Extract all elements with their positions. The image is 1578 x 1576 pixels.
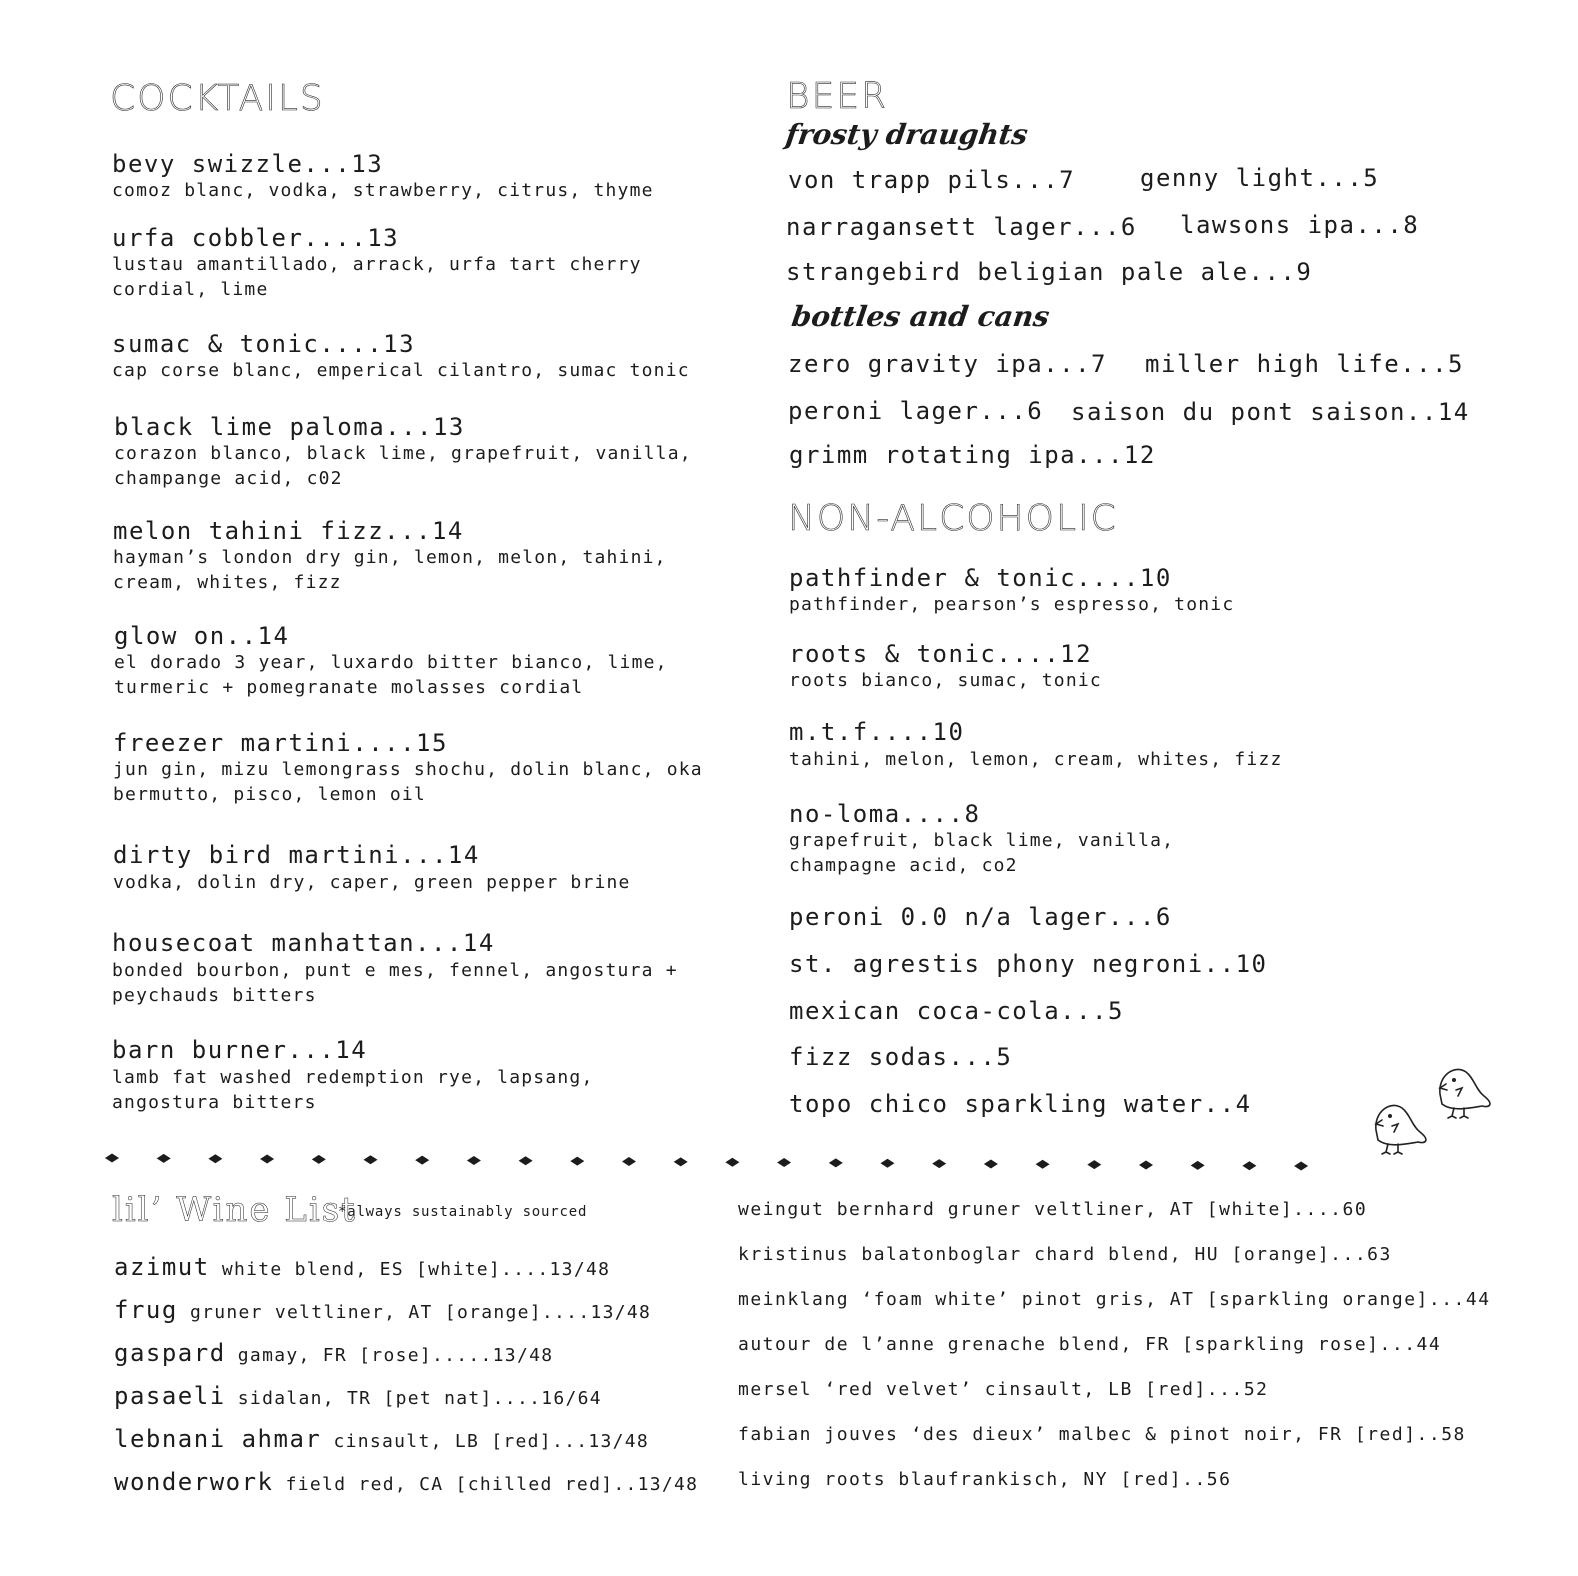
cocktail-desc: hayman’s london dry gin, lemon, melon, tahini,	[113, 547, 667, 568]
na-item: st. agrestis phony negroni..10	[789, 950, 1268, 978]
na-item: topo chico sparkling water..4	[789, 1090, 1252, 1118]
wine-item: living roots blaufrankisch, NY [red]..56	[738, 1469, 1232, 1490]
diamond-divider	[100, 1148, 1320, 1178]
wine-item: meinklang ‘foam white’ pinot gris, AT [sparkling orange]...44	[738, 1289, 1491, 1310]
wine-row	[114, 1253, 610, 1281]
divider-diamond	[105, 1154, 119, 1163]
na-desc: roots bianco, sumac, tonic	[789, 670, 1102, 691]
beer-item: peroni lager...6	[788, 397, 1044, 425]
divider-diamond	[1139, 1161, 1153, 1170]
divider-diamond	[208, 1154, 222, 1163]
cocktail-desc: cap corse blanc, emperical cilantro, sumac tonic	[112, 360, 690, 381]
divider-diamond	[467, 1156, 481, 1165]
cocktail-name: sumac & tonic....13	[112, 330, 416, 358]
cocktail-desc: jun gin, mizu lemongrass shochu, dolin blanc, oka	[113, 759, 703, 780]
wine-details: sidalan, TR [pet nat]....16/64	[237, 1388, 602, 1409]
wine-name: frug	[114, 1296, 178, 1324]
cocktail-desc: lamb fat washed redemption rye, lapsang,	[112, 1067, 594, 1088]
cocktail-name: freezer martini....15	[113, 729, 448, 757]
beer-item: miller high life...5	[1145, 350, 1464, 378]
divider-diamond	[674, 1157, 688, 1166]
divider-diamond	[1294, 1162, 1308, 1171]
divider-diamond	[984, 1159, 998, 1168]
na-name: pathfinder & tonic....10	[789, 564, 1172, 592]
wine-details: cinsault, LB [red]...13/48	[333, 1431, 650, 1452]
wine-item: kristinus balatonboglar chard blend, HU [orange]...63	[738, 1244, 1392, 1265]
cocktails-heading: COCKTAILS	[110, 78, 325, 119]
wine-item: mersel ‘red velvet’ cinsault, LB [red]...52	[738, 1379, 1269, 1400]
cocktail-name: housecoat manhattan...14	[112, 929, 495, 957]
beer-item: von trapp pils...7	[788, 166, 1076, 194]
beer-item: zero gravity ipa...7	[788, 350, 1107, 378]
cocktail-name: urfa cobbler....13	[112, 224, 400, 252]
draughts-subheading: frosty draughts	[783, 118, 1030, 151]
wine-item: fabian jouves ‘des dieux’ malbec & pinot noir, FR [red]..58	[738, 1424, 1466, 1445]
cocktail-name: black lime paloma...13	[114, 413, 465, 441]
wine-details: white blend, ES [white]....13/48	[221, 1259, 611, 1280]
wine-name: pasaeli	[114, 1382, 226, 1410]
cocktail-desc: lustau amantillado, arrack, urfa tart cherry	[112, 254, 642, 275]
cocktail-name: barn burner...14	[112, 1036, 368, 1064]
bottles-subheading: bottles and cans	[789, 300, 1052, 333]
divider-diamond	[725, 1158, 739, 1167]
wine-row	[114, 1296, 651, 1324]
na-name: m.t.f....10	[789, 718, 965, 746]
beer-heading: BEER	[786, 76, 889, 117]
divider-diamond	[415, 1156, 429, 1165]
beer-item: grimm rotating ipa...12	[789, 441, 1156, 469]
divider-diamond	[312, 1155, 326, 1164]
na-name: roots & tonic....12	[789, 640, 1093, 668]
divider-diamond	[1191, 1161, 1205, 1170]
cocktail-desc: vodka, dolin dry, caper, green pepper brine	[113, 872, 631, 893]
wine-details: gamay, FR [rose].....13/48	[237, 1345, 554, 1366]
na-desc: pathfinder, pearson’s espresso, tonic	[789, 594, 1235, 615]
cocktail-desc: angostura bitters	[112, 1092, 317, 1113]
wine-name: lebnani ahmar	[114, 1425, 322, 1453]
na-item: mexican coca-cola...5	[789, 997, 1124, 1025]
na-item: peroni 0.0 n/a lager...6	[789, 903, 1172, 931]
divider-diamond	[829, 1158, 843, 1167]
divider-diamond	[157, 1154, 171, 1163]
wine-row	[114, 1425, 649, 1453]
divider-diamond	[881, 1159, 895, 1168]
non-alcoholic-heading: NON-ALCOHOLIC	[788, 498, 1118, 539]
cocktail-name: glow on..14	[114, 622, 290, 650]
beer-item: narragansett lager...6	[786, 213, 1137, 241]
cocktail-desc: peychauds bitters	[112, 985, 317, 1006]
beer-item: genny light...5	[1140, 164, 1380, 192]
divider-diamond	[364, 1155, 378, 1164]
cocktail-desc: cordial, lime	[112, 279, 269, 300]
cocktail-desc: champange acid, c02	[114, 468, 343, 489]
cocktail-desc: turmeric + pomegranate molasses cordial	[114, 677, 584, 698]
wine-row	[114, 1382, 602, 1410]
wine-row	[114, 1468, 698, 1496]
divider-diamond	[260, 1155, 274, 1164]
wine-item: autour de l’anne grenache blend, FR [sparkling rose]...44	[738, 1334, 1442, 1355]
divider-diamond	[570, 1157, 584, 1166]
wine-name: wonderwork	[114, 1468, 274, 1496]
cocktail-name: melon tahini fizz...14	[113, 517, 464, 545]
na-desc: tahini, melon, lemon, cream, whites, fizz	[789, 749, 1283, 770]
wine-row	[114, 1339, 553, 1367]
cocktail-name: bevy swizzle...13	[112, 150, 384, 178]
na-desc: champagne acid, co2	[789, 855, 1018, 876]
divider-diamond	[777, 1158, 791, 1167]
cocktail-desc: comoz blanc, vodka, strawberry, citrus, thyme	[112, 180, 654, 201]
divider-diamond	[622, 1157, 636, 1166]
cocktail-desc: cream, whites, fizz	[113, 572, 342, 593]
cocktail-desc: bermutto, pisco, lemon oil	[113, 784, 426, 805]
wine-note: *always sustainably sourced	[338, 1204, 588, 1220]
divider-diamond	[1087, 1160, 1101, 1169]
divider-diamond	[932, 1159, 946, 1168]
wine-item: weingut bernhard gruner veltliner, AT [white]....60	[738, 1199, 1368, 1220]
wine-details: field red, CA [chilled red]..13/48	[285, 1474, 699, 1495]
beer-item: lawsons ipa...8	[1180, 211, 1420, 239]
cocktail-desc: corazon blanco, black lime, grapefruit, vanilla,	[114, 443, 692, 464]
cocktail-desc: bonded bourbon, punt e mes, fennel, angostura +	[112, 960, 678, 981]
wine-name: gaspard	[114, 1339, 226, 1367]
divider-diamond	[1036, 1160, 1050, 1169]
na-item: fizz sodas...5	[789, 1043, 1013, 1071]
divider-diamond	[1242, 1161, 1256, 1170]
beer-item: strangebird beligian pale ale...9	[786, 258, 1313, 286]
wine-details: gruner veltliner, AT [orange]....13/48	[189, 1302, 652, 1323]
birds-illustration	[1368, 1060, 1508, 1160]
wine-list-title: lil’ Wine List	[112, 1190, 357, 1230]
wine-name: azimut	[114, 1253, 210, 1281]
cocktail-desc: el dorado 3 year, luxardo bitter bianco, lime,	[114, 652, 668, 673]
na-desc: grapefruit, black lime, vanilla,	[789, 830, 1175, 851]
na-name: no-loma....8	[789, 800, 981, 828]
beer-item: saison du pont saison..14	[1071, 398, 1470, 426]
divider-diamond	[519, 1156, 533, 1165]
cocktail-name: dirty bird martini...14	[113, 841, 480, 869]
